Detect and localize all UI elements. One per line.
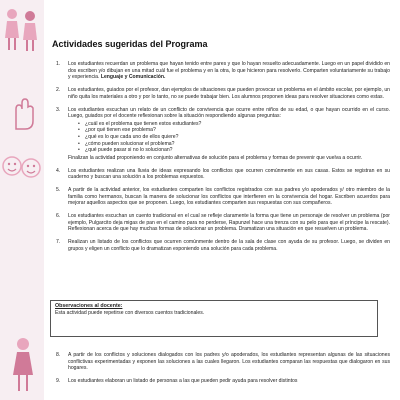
document-page [44,0,400,400]
list-item [52,107,390,162]
list-item [52,168,390,181]
question-item: • ¿cuál es el problema que tienen estos estudiantes? [78,121,390,128]
list-item [52,87,390,100]
item-text: Los estudiantes elaboran un listado de personas a las que pueden pedir ayuda para resolver distintos [68,378,298,385]
item-text: Los estudiantes realizan una lluvia de ideas expresando los conflictos que ocurren comúnmente en sus casas. Estos se registran en su cuaderno y buscan una solución a los problemas expuestos. [68,167,390,181]
teacher-observations-box [50,300,378,337]
question-item: • ¿cómo pueden solucionar el problema? [78,141,390,148]
children-figures-icon [2,4,42,54]
item-conclusion: Finalizan la actividad proponiendo en conjunto alternativas de solución para el problema y formas de prevenir que vuelva a ocurrir. [68,154,363,161]
question-item: • ¿qué puede pasar si no lo solucionan? [78,147,390,154]
observations-text: Esta actividad puede repetirse con diversos cuentos tradicionales. [55,310,205,316]
girl-figure-icon [8,335,38,395]
section-title: Actividades sugeridas del Programa [52,39,208,49]
item-number: 8. [56,352,61,358]
item-number: 4. [56,167,61,174]
item-text: Los estudiantes escuchan un relato de un conflicto de convivencia que ocurre entre niños de su edad, o que hayan ocurrido en el curso. Luego, guiados por el docente reflexionan sobre la situación respondiendo algunas preguntas: [68,106,390,120]
item-number: 6. [56,213,61,220]
item-number: 2. [56,87,61,94]
decorative-sidebar [0,0,44,400]
question-list [78,121,390,154]
item-number: 5. [56,187,61,194]
item-number: 1. [56,61,61,67]
list-item [52,378,390,385]
list-item [52,187,390,207]
item-number: 7. [56,239,61,246]
question-item: • ¿qué es lo que cada uno de ellos quiere? [78,134,390,141]
item-text: A partir de los conflictos y soluciones dialogados con los padres y/o apoderados, los estudiantes representan algunas de las situaciones conflictivas experimentadas y exponen las soluciones a las cuales llegaron. Los estudiantes comparan las respuestas que dialogaron en sus hogares. [68,352,390,372]
list-item [52,352,390,372]
list-item [52,213,390,233]
item-text: Los estudiantes, guiados por el profesor, dan ejemplos de situaciones que pueden provocar un problema en el ámbito escolar, por ejemplo, un niño quita los materiales a otro y por lo tanto, no se puede trabajar bien. Los alumnos proponen ideas para resolver situaciones como estas. [68,87,390,100]
item-text: A partir de la actividad anterior, los estudiantes comparten los conflictos registrados con sus padres y/o apoderados y/ otro miembro de la familia como hermanos, buscan la manera de solucionar los conflictos que interfieren en la convivencia del hogar. Escriben acuerdos para mejorar aquellos aspectos que se proponen. Luego, los estudiantes comparten sus respuestas con sus compañeros. [68,187,390,207]
activity-list-continued [52,352,390,391]
subject-reference: Lenguaje y Comunicación. [100,74,166,81]
hand-icon [8,95,38,131]
item-text: Los estudiantes escuchan un cuento tradicional en el cual se refleje claramente la forma que tiene un personaje de resolver un problema (por ejemplo, Pulgarcito deja migas de pan en el camino para no perderse, Rapunzel hace una trenza con su pelo para que el príncipe la rescate). Reflexionan acerca de que hay muchas formas de solucionar un problema. Dramatizan una situación en que resuelven un problema. [68,213,390,233]
activity-list [52,61,390,259]
item-number: 3. [56,106,61,113]
item-text: Realizan un listado de los conflictos que ocurren comúnmente dentro de la sala de clase con ayuda de su profesor. Luego, se dividen en grupos y eligen un conflicto que lo dramatizan exponiendo una solución para cada problema. [68,239,390,252]
list-item [52,239,390,252]
question-item: • ¿por qué tienen ese problema? [78,127,390,134]
list-item [52,61,390,81]
item-number: 9. [56,378,61,385]
observations-title: Observaciones al docente: [55,303,123,309]
item-text: Los estudiantes recuerdan un problema que hayan tenido entre pares y que lo hayan resuelto adecuadamente. Luego en un papel dividido en dos escriben y/o dibujan en una mitad cuál fue el problema y en la otra, lo que hicieron para resolverlo. Comparten voluntariamente su trabajo y experiencia. [68,61,390,81]
smiling-faces-icon [0,148,44,188]
